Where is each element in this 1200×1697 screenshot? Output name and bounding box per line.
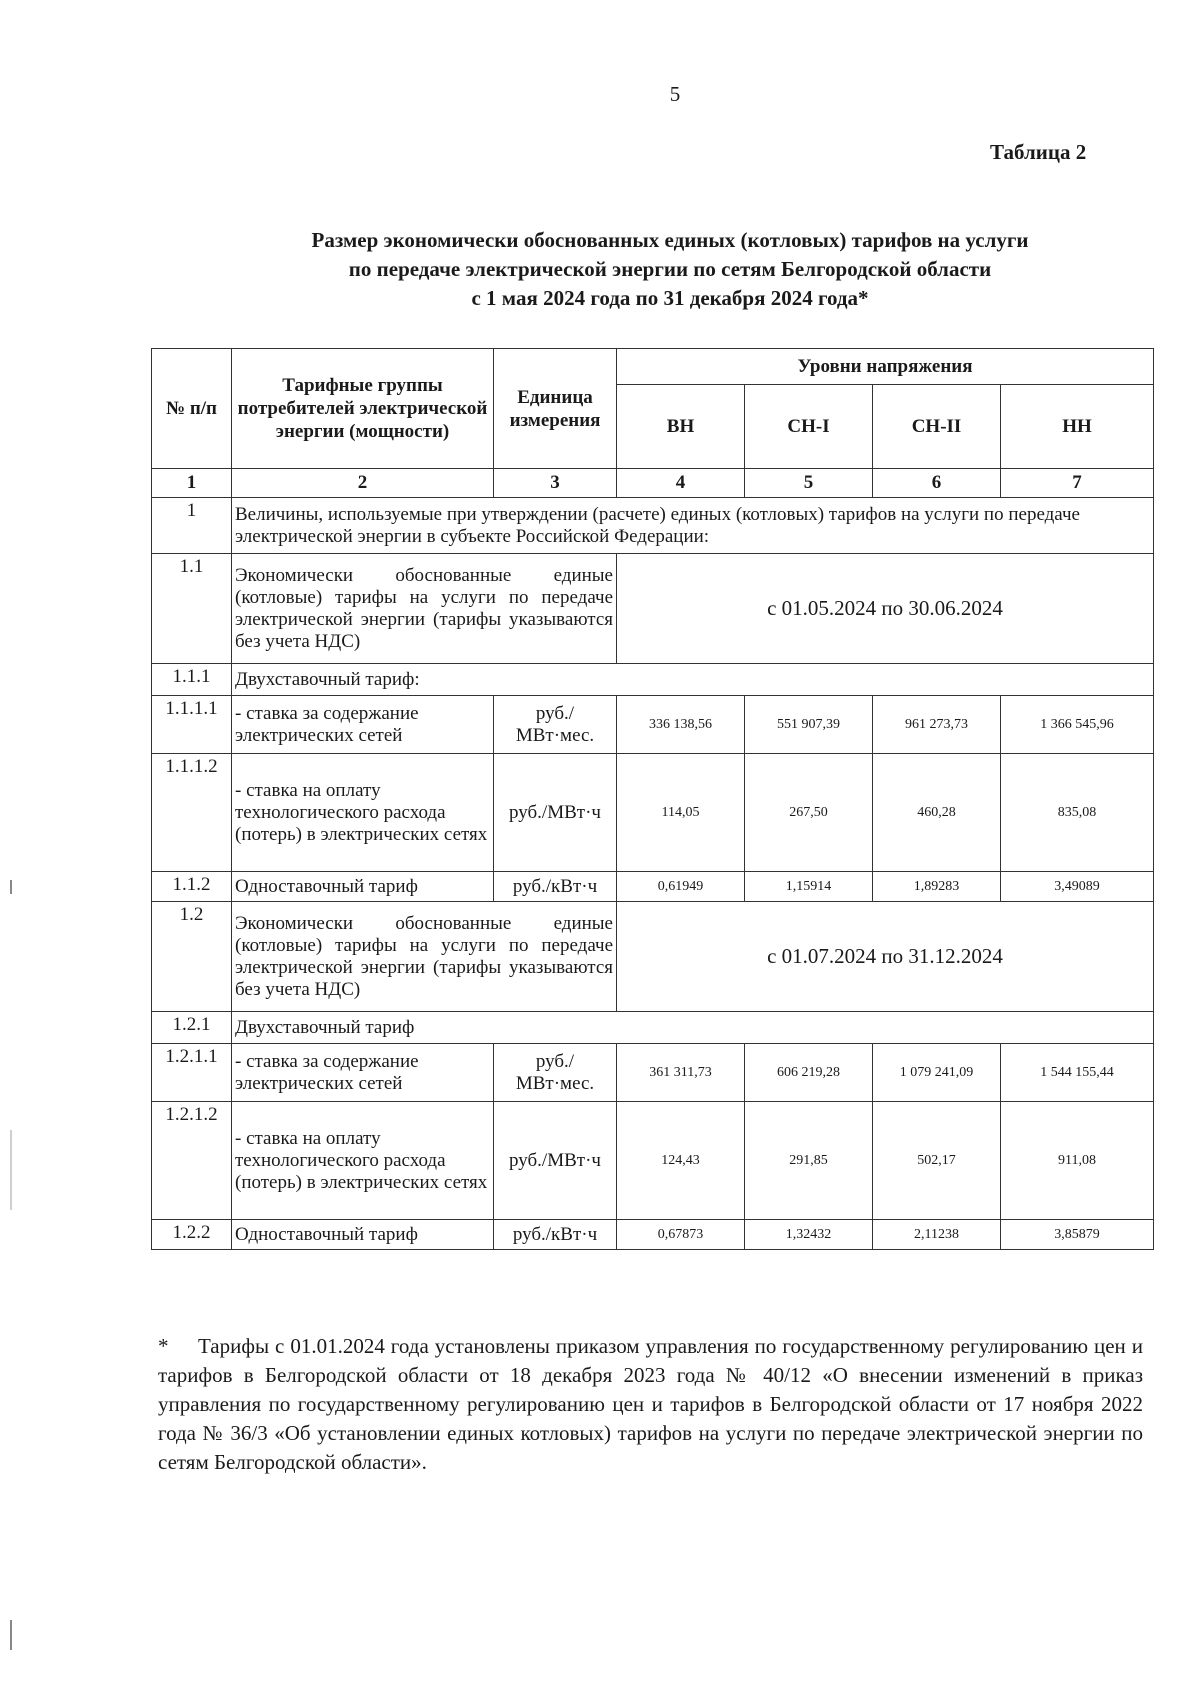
value-nn: 3,85879 [1001,1220,1154,1250]
value-sn2: 2,11238 [873,1220,1001,1250]
table-label: Таблица 2 [990,140,1087,164]
row-number: 1.1.2 [152,872,232,902]
value-nn: 3,49089 [1001,872,1154,902]
title-line-2: по передаче электрической энергии по сетям Белгородской области [348,257,992,281]
row-text: Двухставочный тариф [232,1012,1154,1044]
row-text: Экономически обоснованные единые (котловые) тарифы на услуги по передаче электрической энергии (тарифы указываются без учета НДС) [232,902,617,1012]
row-text: - ставка на оплату технологического расхода (потерь) в электрических сетях [232,754,494,872]
value-vn: 124,43 [617,1102,745,1220]
table-row [152,902,1154,1012]
col-number: 2 [232,469,494,498]
row-text: Одноставочный тариф [232,1220,494,1250]
value-vn: 114,05 [617,754,745,872]
row-number: 1 [152,498,232,554]
value-nn: 911,08 [1001,1102,1154,1220]
table-row [152,664,1154,696]
row-number: 1.2.1 [152,1012,232,1044]
period-label: с 01.05.2024 по 30.06.2024 [617,554,1154,664]
title-line-3: с 1 мая 2024 года по 31 декабря 2024 года* [471,286,869,310]
value-vn: 0,67873 [617,1220,745,1250]
col-number: 7 [1001,469,1154,498]
table-row [152,754,1154,872]
col-number: 1 [152,469,232,498]
value-sn2: 502,17 [873,1102,1001,1220]
row-text: - ставка за содержание электрических сетей [232,696,494,754]
value-vn: 336 138,56 [617,696,745,754]
row-number: 1.1 [152,554,232,664]
value-sn2: 1 079 241,09 [873,1044,1001,1102]
title-line-1: Размер экономически обоснованных единых (котловых) тарифов на услуги [311,228,1029,252]
row-number: 1.2.2 [152,1220,232,1250]
footnote [158,1332,1143,1477]
value-vn: 361 311,73 [617,1044,745,1102]
unit-cell: руб./МВт·ч [494,754,617,872]
row-text: - ставка за содержание электрических сетей [232,1044,494,1102]
table-row [152,554,1154,664]
value-sn2: 460,28 [873,754,1001,872]
row-text: Экономически обоснованные единые (котловые) тарифы на услуги по передаче электрической энергии (тарифы указываются без учета НДС) [232,554,617,664]
value-sn1: 291,85 [745,1102,873,1220]
value-sn1: 551 907,39 [745,696,873,754]
row-number: 1.2.1.2 [152,1102,232,1220]
table-row [152,498,1154,554]
header-sn2: СН-II [873,385,1001,469]
unit-cell: руб./МВт·ч [494,1102,617,1220]
value-sn1: 606 219,28 [745,1044,873,1102]
unit-cell: руб./МВт·мес. [494,1044,617,1102]
row-number: 1.2.1.1 [152,1044,232,1102]
value-nn: 1 366 545,96 [1001,696,1154,754]
footnote-text: Тарифы с 01.01.2024 года установлены приказом управления по государственному регулированию цен и тарифов в Белгородской области от 18 декабря 2023 года № 40/12 «О внесении изменений в приказ управления по государственному регулированию цен и тарифов в Белгородской области от 17 ноября 2022 года № 36/3 «Об установлении единых котловых) тарифов на услуги по передаче электрической энергии по сетям Белгородской области». [158,1334,1143,1474]
page-number: 5 [669,82,681,106]
header-unit: Единица измерения [494,349,617,469]
table-row [152,872,1154,902]
value-sn2: 1,89283 [873,872,1001,902]
unit-cell: руб./кВт·ч [494,1220,617,1250]
value-sn1: 1,15914 [745,872,873,902]
unit-cell: руб./МВт·мес. [494,696,617,754]
table-row [152,696,1154,754]
row-number: 1.2 [152,902,232,1012]
row-text: Двухставочный тариф: [232,664,1154,696]
scan-margin-mark [10,1130,12,1210]
row-number: 1.1.1.2 [152,754,232,872]
column-numbers-row [152,469,1154,498]
value-nn: 835,08 [1001,754,1154,872]
row-text: Величины, используемые при утверждении (расчете) единых (котловых) тарифов на услуги по передаче электрической энергии в субъекте Российской Федерации: [232,498,1154,554]
header-nn: НН [1001,385,1154,469]
header-vn: ВН [617,385,745,469]
header-group: Тарифные группы потребителей электрической энергии (мощности) [232,349,494,469]
table-row [152,1102,1154,1220]
value-vn: 0,61949 [617,872,745,902]
col-number: 5 [745,469,873,498]
unit-cell: руб./кВт·ч [494,872,617,902]
table-row [152,1220,1154,1250]
scan-margin-mark [10,1620,12,1650]
value-sn1: 1,32432 [745,1220,873,1250]
header-num: № п/п [152,349,232,469]
document-title [150,226,1190,313]
row-number: 1.1.1 [152,664,232,696]
col-number: 6 [873,469,1001,498]
row-text: Одноставочный тариф [232,872,494,902]
row-number: 1.1.1.1 [152,696,232,754]
tariff-table [151,348,1154,1250]
header-sn1: СН-I [745,385,873,469]
header-voltage-levels: Уровни напряжения [617,349,1154,385]
row-text: - ставка на оплату технологического расхода (потерь) в электрических сетях [232,1102,494,1220]
value-nn: 1 544 155,44 [1001,1044,1154,1102]
col-number: 3 [494,469,617,498]
table-row [152,1044,1154,1102]
value-sn2: 961 273,73 [873,696,1001,754]
scan-margin-mark [10,880,12,894]
table-row [152,1012,1154,1044]
value-sn1: 267,50 [745,754,873,872]
period-label: с 01.07.2024 по 31.12.2024 [617,902,1154,1012]
col-number: 4 [617,469,745,498]
footnote-marker: * [158,1334,169,1358]
